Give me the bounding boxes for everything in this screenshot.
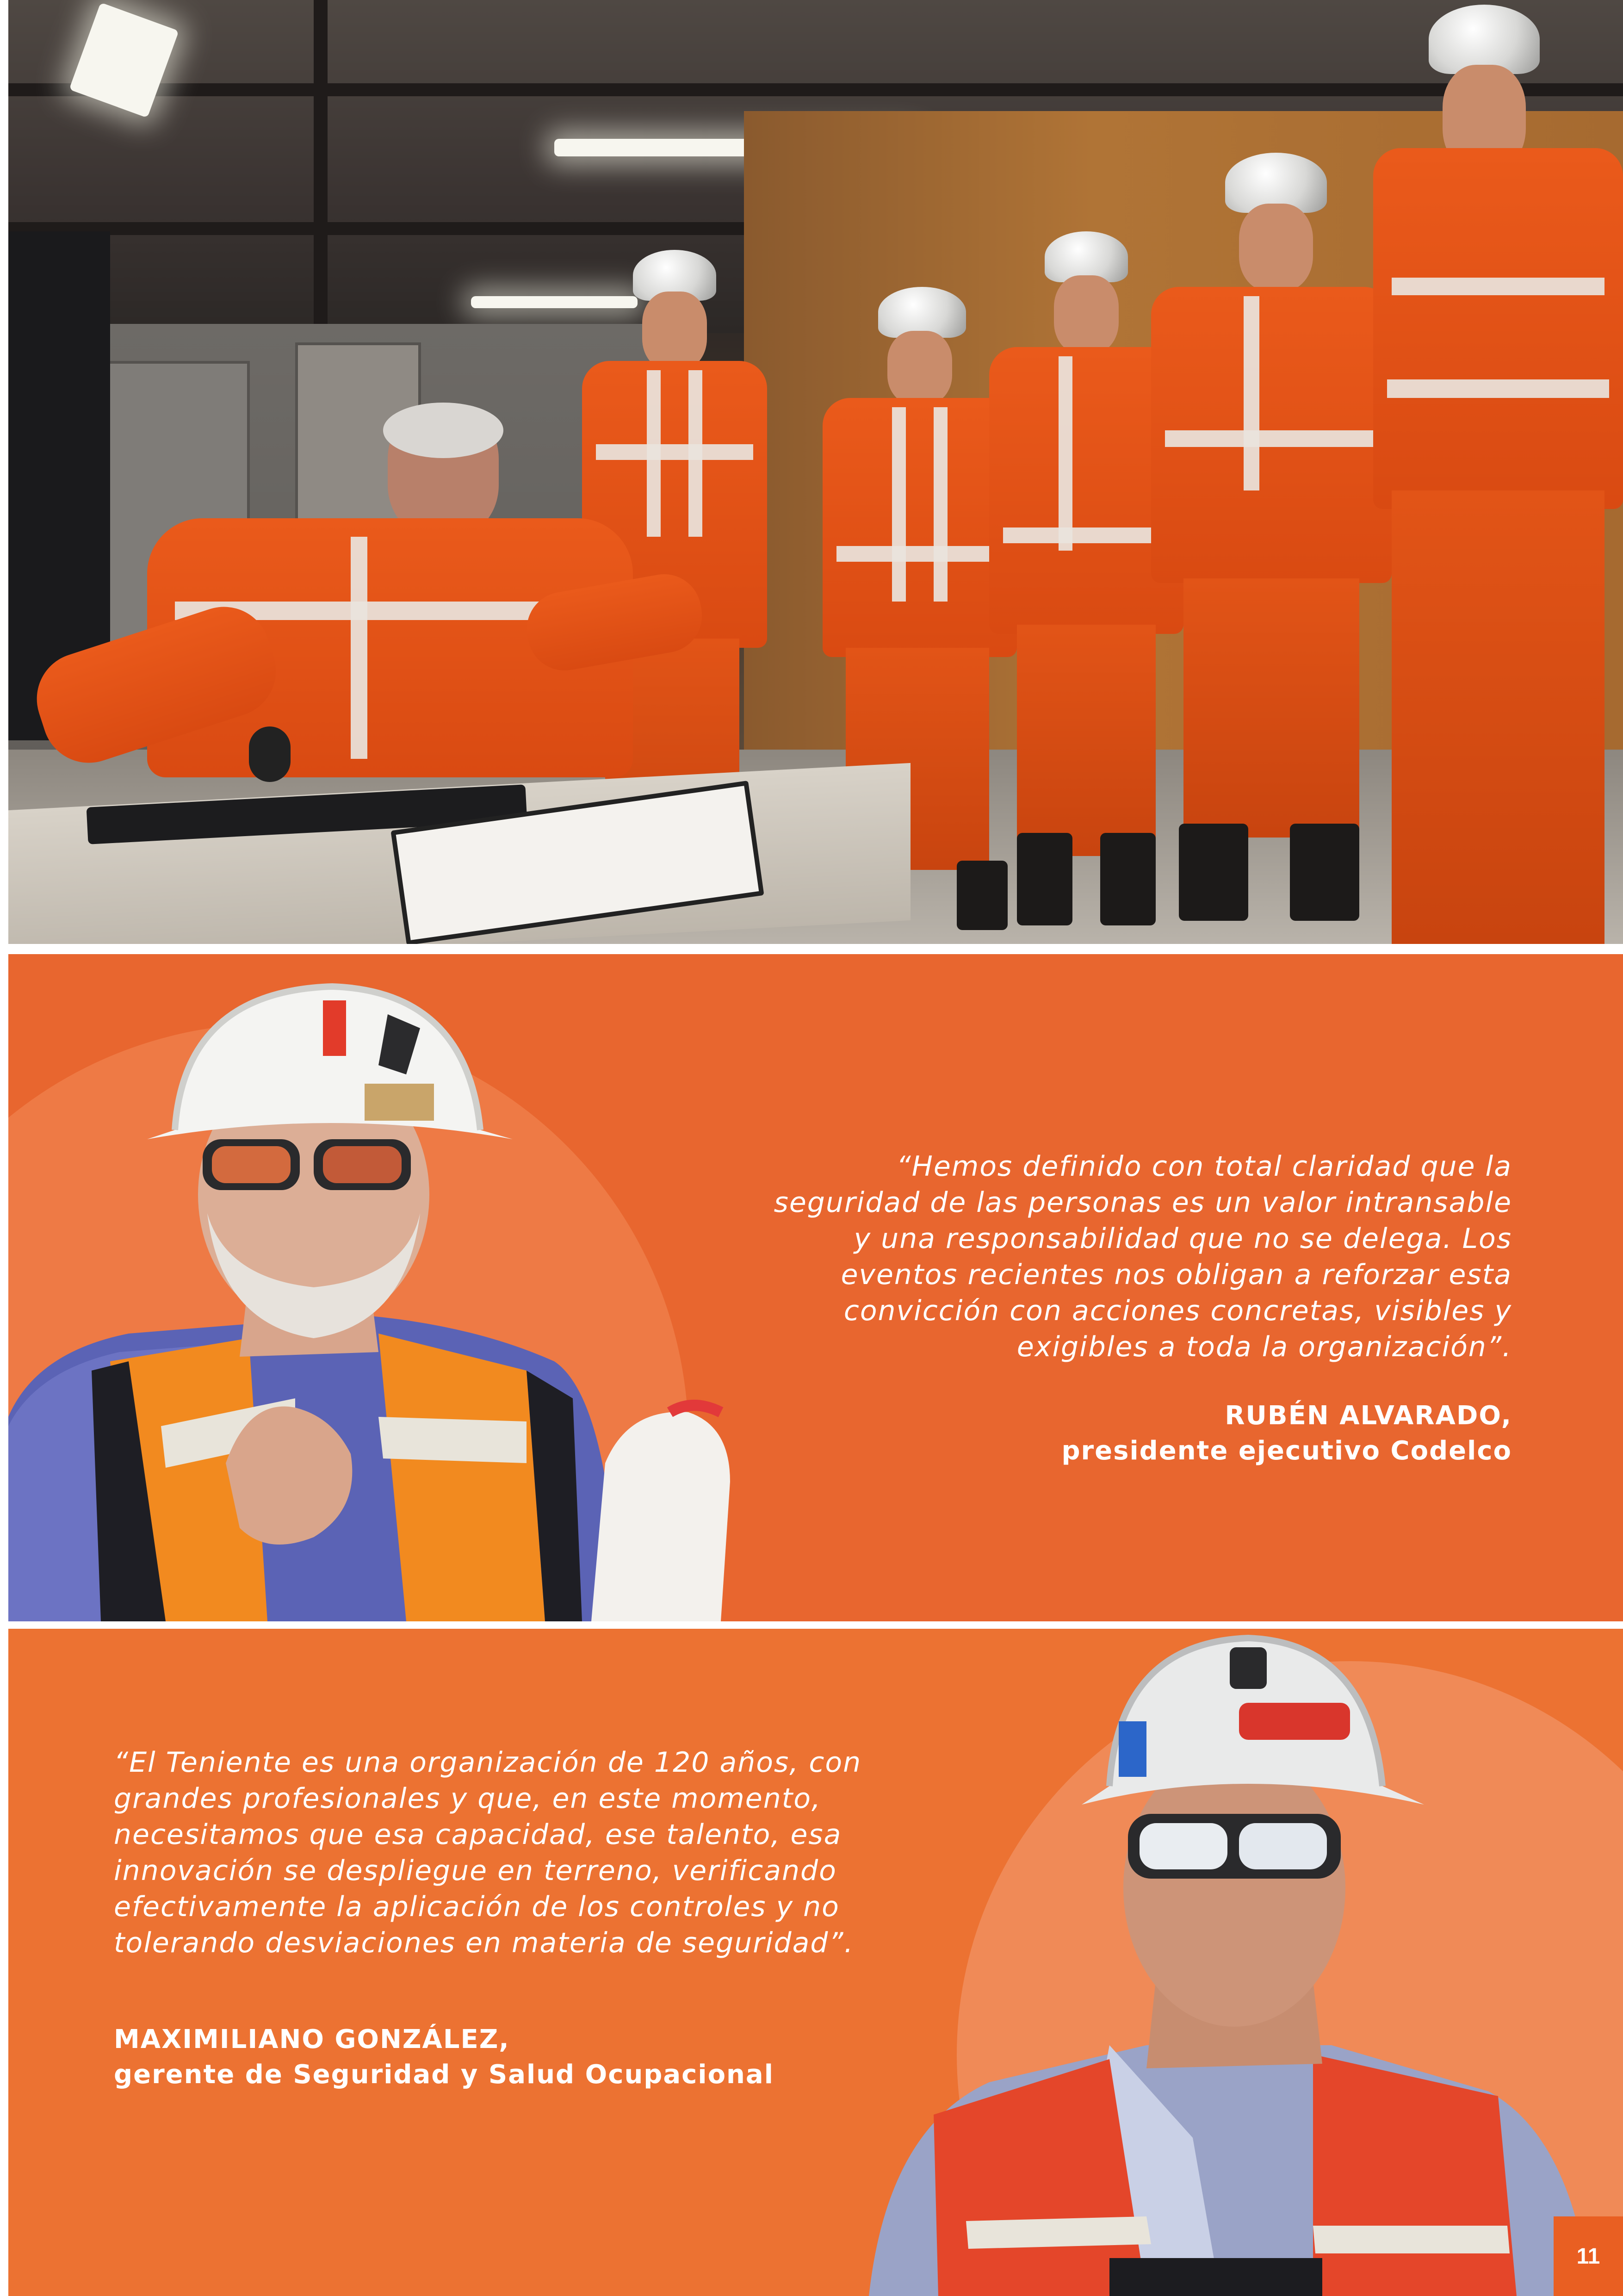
- quote-attribution-2: [114, 2022, 993, 2092]
- quote-section-2: [8, 1629, 1623, 2296]
- quote-line: grandes profesionales y que, en este momento,: [114, 1782, 822, 1815]
- quote-line: convicción con acciones concretas, visibles y: [843, 1295, 1512, 1327]
- quote-attribution-1: [679, 1398, 1512, 1469]
- seated-worker-figure: [36, 407, 730, 824]
- author-role: gerente de Seguridad y Salud Ocupacional: [114, 2060, 774, 2090]
- quote-line: efectivamente la aplicación de los controles y no: [114, 1891, 840, 1923]
- author-name: RUBÉN ALVARADO,: [1225, 1401, 1512, 1431]
- quote-line: “El Teniente es una organización de 120 años, con: [114, 1746, 862, 1779]
- worker-figure: [1373, 0, 1623, 944]
- portrait-ruben-alvarado: [8, 954, 776, 1621]
- quote-line: necesitamos que esa capacidad, ese talento, esa: [114, 1818, 842, 1851]
- author-role: presidente ejecutivo Codelco: [1061, 1436, 1512, 1466]
- author-name: MAXIMILIANO GONZÁLEZ,: [114, 2024, 510, 2054]
- portrait-maximiliano-gonzalez: [869, 1629, 1623, 2296]
- mine-control-room-photo: [8, 0, 1623, 944]
- quote-line: exigibles a toda la organización”.: [1016, 1331, 1512, 1363]
- quote-line: eventos recientes nos obligan a reforzar esta: [841, 1259, 1512, 1291]
- quote-line: y una responsabilidad que no se delega. Los: [854, 1222, 1512, 1255]
- page-number: 11: [1554, 2216, 1623, 2296]
- worker-figure: [1151, 153, 1392, 944]
- quote-section-1: [8, 954, 1623, 1621]
- quote-line: “Hemos definido con total claridad que la: [896, 1150, 1512, 1183]
- quote-line: seguridad de las personas es un valor intransable: [774, 1186, 1512, 1219]
- quote-text-1: [679, 1148, 1512, 1365]
- quote-line: tolerando desviaciones en materia de seguridad”.: [114, 1927, 854, 1959]
- quote-text-2: [114, 1744, 993, 1961]
- quote-line: innovación se despliegue en terreno, verificando: [114, 1855, 837, 1887]
